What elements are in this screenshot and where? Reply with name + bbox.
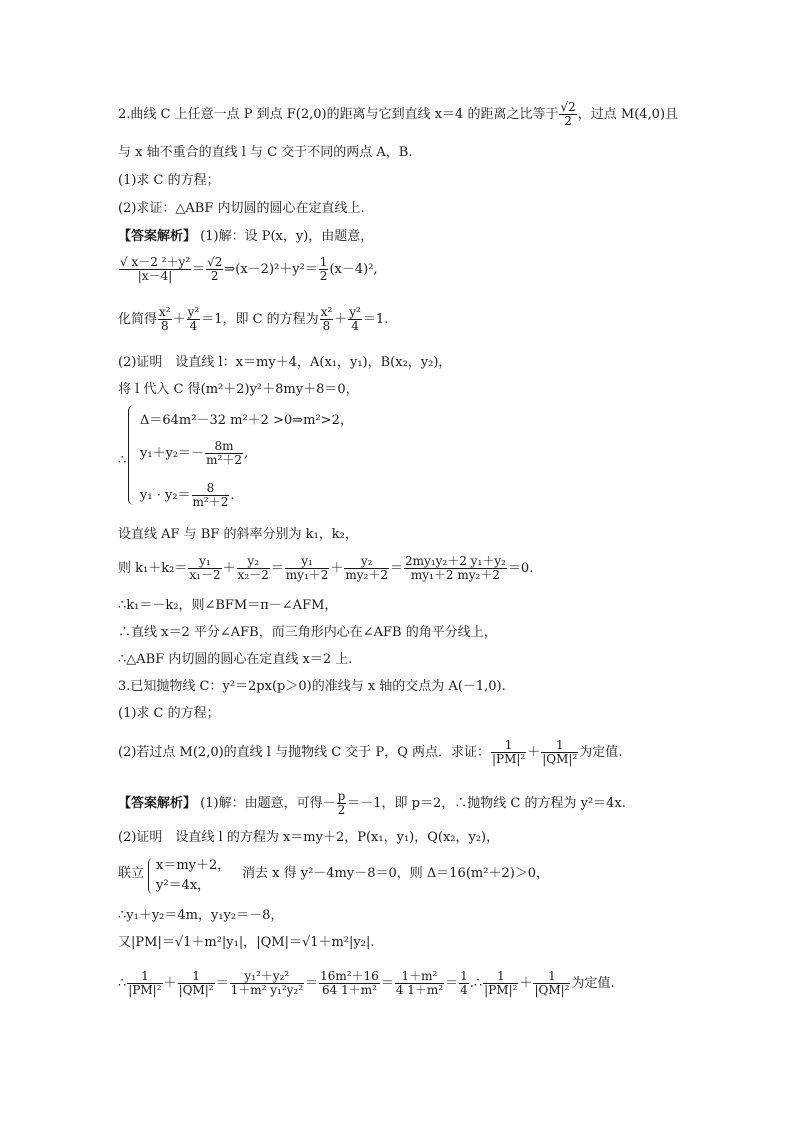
frac-num: √2 xyxy=(560,100,576,114)
p2-answer-line xyxy=(118,229,373,245)
frac-num: √2 xyxy=(207,255,223,269)
system-brace-2 xyxy=(148,858,154,894)
answer-tag: 【答案解析】 xyxy=(118,796,197,811)
ks4 xyxy=(344,555,389,582)
system-brace xyxy=(128,405,135,505)
p2-statement-line1 xyxy=(118,101,678,128)
frac-num: p xyxy=(337,789,346,803)
frac-num: 2my₁y₂＋2 y₁＋y₂ xyxy=(405,554,506,568)
p2-conclusion-1: ∴k₁＝－k₂，则∠BFM＝π－∠AFM， xyxy=(118,598,338,613)
p3-distance: 又|PM|＝√1＋m²|y₁|，|QM|＝√1＋m²|y₂|. xyxy=(118,935,375,950)
frac-den: my₁＋2 my₂＋2 xyxy=(404,568,507,582)
fin-a: ∴ xyxy=(118,976,127,991)
simplify-text-b: ＝1，即 C 的方程为 xyxy=(201,312,319,327)
f1 xyxy=(127,970,162,997)
frac-den: 4 xyxy=(348,319,362,333)
fin-end: 为定值. xyxy=(571,976,615,991)
frac-num: y² xyxy=(349,305,361,319)
frac-den: 8 xyxy=(158,319,172,333)
frac-num: y₂ xyxy=(360,554,373,568)
p3-proof-line: (2)证明 设直线 l 的方程为 x＝my＋2，P(x₁，y₁)，Q(x₂，y₂)， xyxy=(118,830,500,845)
eq1-fraction xyxy=(119,256,191,283)
f2-repeat xyxy=(533,970,570,997)
frac-den: my₁＋2 xyxy=(285,568,329,582)
p2-conclusion-3: ∴△ABF 内切圆的圆心在定直线 x＝2 上. xyxy=(118,652,353,667)
ks2 xyxy=(237,555,270,582)
therefore-symbol: ∴ xyxy=(118,453,127,468)
p-half xyxy=(337,790,347,817)
eq1-ratio xyxy=(206,256,223,283)
p3-final: ∴ $\frac{1}{\text{|PM|²}}$ ＋ $\frac{1}{\text{|QM|²}}$ ＝ $\frac{\text{y₁²＋y₂²}}{\text{1＋m² y₁²y₂²}}$ ＝ $\frac{\text{16m²＋16}}{\text{64 1＋m²}}$ ＝ $\frac{\text{1＋m²}}{\text{4 1＋m²}}$ ＝ $\frac{1}{4}$ .∴ $\frac{1}{\text{|PM|²}}$ ＋ $\frac{1}{\text{|QM|²}}$ 为定值. xyxy=(118,969,615,997)
prod-frac xyxy=(192,482,230,509)
y2-frac-2 xyxy=(348,306,362,333)
frac-num: y₂ xyxy=(247,554,259,568)
q2-end: 为定值. xyxy=(579,745,623,760)
frac-den: 1＋m² y₁²y₂² xyxy=(230,983,304,997)
p3-question2: (2)若过点 M(2,0)的直线 l 与抛物线 C 交于 P，Q 两点．求证： $\frac{1}{\text{|PM|²}}$ ＋ $\frac{1}{\text{|QM|²}}$ 为定值. xyxy=(118,738,623,766)
frac-num: 1 xyxy=(319,255,328,269)
frac-den: x₂－2 xyxy=(237,568,269,582)
f6 xyxy=(459,970,469,997)
frac-den: |PM|² xyxy=(128,983,162,997)
frac-den: |x－4| xyxy=(119,269,191,283)
x2-frac-2 xyxy=(320,306,334,333)
frac-num: 1＋m² xyxy=(401,969,438,983)
fin-b: .∴ xyxy=(469,976,483,991)
ks5 xyxy=(404,555,507,582)
frac-den: |PM|² xyxy=(491,752,526,766)
frac-num: 1 xyxy=(555,738,564,752)
frac-num: 1 xyxy=(192,969,200,983)
p2-substitute: 将 l 代入 C 得(m²＋2)y²＋8my＋8＝0， xyxy=(118,382,359,397)
ks3 xyxy=(285,555,330,582)
p2-ratio-fraction xyxy=(559,101,576,128)
p2-sum: y₁＋y₂＝－ $\frac{8m}{\text{m²＋2}}$ , xyxy=(140,439,249,467)
frac-num: y₁²＋y₂² xyxy=(244,969,290,983)
frac-num: 1 xyxy=(548,969,556,983)
f4 xyxy=(319,970,380,997)
q2-f2 xyxy=(541,739,578,766)
p3-eliminate: 消去 x 得 y²－4my－8＝0，则 Δ＝16(m²＋2)＞0， xyxy=(242,866,550,881)
frac-num: 8 xyxy=(206,481,215,495)
frac-num: 1 xyxy=(460,969,468,983)
p2-statement-text: 2.曲线 C 上任意一点 P 到点 F(2,0)的距离与它到直线 x＝4 的距离之比等于 xyxy=(118,107,559,122)
frac-den: my₂＋2 xyxy=(345,568,389,582)
eq-sign: ＝ xyxy=(192,262,206,277)
simplify-text: 化简得 xyxy=(118,312,158,327)
x2-frac xyxy=(158,306,172,333)
frac-den: 4 1＋m² xyxy=(395,983,444,997)
q2-f1 xyxy=(491,739,526,766)
eq1-half xyxy=(319,256,329,283)
frac-den: 2 xyxy=(206,269,223,283)
frac-den: |QM|² xyxy=(534,983,570,997)
frac-num: √ x－2 ²＋y² xyxy=(120,255,191,269)
sum-lhs: y₁＋y₂＝－ xyxy=(140,446,205,461)
f5 xyxy=(395,970,444,997)
p2-conclusion-2: ∴直线 x＝2 平分∠AFB，而三角形内心在∠AFB 的角平分线上， xyxy=(118,625,497,640)
frac-num: 16m²＋16 xyxy=(320,969,379,983)
frac-den: |QM|² xyxy=(542,752,578,766)
p2-statement-line2: 与 x 轴不重合的直线 l 与 C 交于不同的两点 A，B. xyxy=(118,145,413,160)
frac-den: x₁－2 xyxy=(189,568,221,582)
sum-frac xyxy=(205,440,243,467)
p3-sys1: x＝my＋2， xyxy=(156,858,231,873)
ans1-a: (1)解：由题意，可得－ xyxy=(200,796,336,811)
p3-question1: (1)求 C 的方程； xyxy=(118,706,220,721)
simplify-text-c: ＝1. xyxy=(362,312,389,327)
p2-question2: (2)求证：△ABF 内切圆的圆心在定直线上. xyxy=(118,201,365,216)
p2-proof-line: (2)证明 设直线 l：x＝my＋4，A(x₁，y₁)，B(x₂，y₂)， xyxy=(118,355,452,370)
frac-den: 4 xyxy=(460,983,468,997)
p3-vieta: ∴y₁＋y₂＝4m，y₁y₂＝－8， xyxy=(118,908,284,923)
p2-product: y₁ · y₂＝ $\frac{8}{\text{m²＋2}}$ . xyxy=(140,481,235,509)
p2-simplify: 化简得 $\frac{\text{x²}}{8}$ ＋ $\frac{\text{y²}}{4}$ ＝1，即 C 的方程为 $\frac{\text{x²}}{8}$ ＋ $\frac{\text{y²}}{4}$ ＝1. xyxy=(118,305,389,333)
p3-statement: 3.已知抛物线 C：y²＝2px(p＞0)的准线与 x 轴的交点为 A(－1,0). xyxy=(118,679,506,694)
y2-frac xyxy=(187,306,201,333)
frac-num: 1 xyxy=(504,738,513,752)
f2 xyxy=(178,970,215,997)
frac-num: y₁ xyxy=(199,554,211,568)
frac-num: y² xyxy=(187,305,200,319)
frac-den: 2 xyxy=(559,114,576,128)
p3-joint-label: 联立 xyxy=(118,866,145,881)
p2-statement-tail: ，过点 M(4,0)且 xyxy=(577,107,679,122)
ans1-b: ＝－1，即 p＝2，∴抛物线 C 的方程为 y²＝4x. xyxy=(347,796,626,811)
frac-num: 1 xyxy=(496,969,505,983)
k-sum-lhs: 则 k₁＋k₂＝ xyxy=(118,561,188,576)
q2-text: (2)若过点 M(2,0)的直线 l 与抛物线 C 交于 P，Q 两点．求证： xyxy=(118,745,490,760)
eq1-tail: ⇒(x－2)²＋y²＝ xyxy=(224,262,318,277)
frac-den: |PM|² xyxy=(484,983,518,997)
p2-slopes: 设直线 AF 与 BF 的斜率分别为 k₁，k₂， xyxy=(118,527,358,542)
p2-ans1-intro: (1)解：设 P(x，y)，由题意， xyxy=(200,229,374,244)
frac-num: 8m xyxy=(214,439,234,453)
p2-question1: (1)求 C 的方程； xyxy=(118,173,220,188)
f1-repeat xyxy=(483,970,518,997)
p2-delta: Δ＝64m²－32 m²＋2 >0⇒m²>2， xyxy=(140,413,353,428)
frac-den: 4 xyxy=(187,319,201,333)
p3-sys2: y²＝4x， xyxy=(156,878,211,893)
p2-k-sum: 则 k₁＋k₂＝ $\frac{\text{y₁}}{\text{x₁－2}}$ ＋ $\frac{\text{y₂}}{\text{x₂－2}}$ ＝ $\frac{\text{y₁}}{\text{my₁＋2}}$ ＋ $\frac{\text{y₂}}{\text{my₂＋2}}$ ＝ $\frac{\text{2my₁y₂＋2 y₁＋y₂}}{\text{my₁＋2 my₂＋2}}$ ＝0. xyxy=(118,554,534,582)
frac-den: 8 xyxy=(320,319,334,333)
frac-num: x² xyxy=(159,305,171,319)
ks1 xyxy=(188,555,221,582)
frac-den: m²＋2 xyxy=(192,495,229,509)
frac-den: 64 1＋m² xyxy=(319,983,380,997)
f3 xyxy=(230,970,304,997)
k-end: ＝0. xyxy=(507,561,534,576)
prod-lhs: y₁ · y₂＝ xyxy=(140,488,191,503)
frac-num: 1 xyxy=(141,969,149,983)
frac-den: |QM|² xyxy=(178,983,214,997)
eq1-end: (x－4)², xyxy=(329,262,378,277)
p3-answer-line xyxy=(118,790,626,817)
p2-eq1 xyxy=(118,256,378,283)
frac-num: x² xyxy=(320,305,333,319)
frac-den: 2 xyxy=(337,803,346,817)
frac-den: m²＋2 xyxy=(206,453,242,467)
frac-num: y₁ xyxy=(301,554,313,568)
frac-den: 2 xyxy=(319,269,328,283)
answer-tag: 【答案解析】 xyxy=(118,229,197,244)
